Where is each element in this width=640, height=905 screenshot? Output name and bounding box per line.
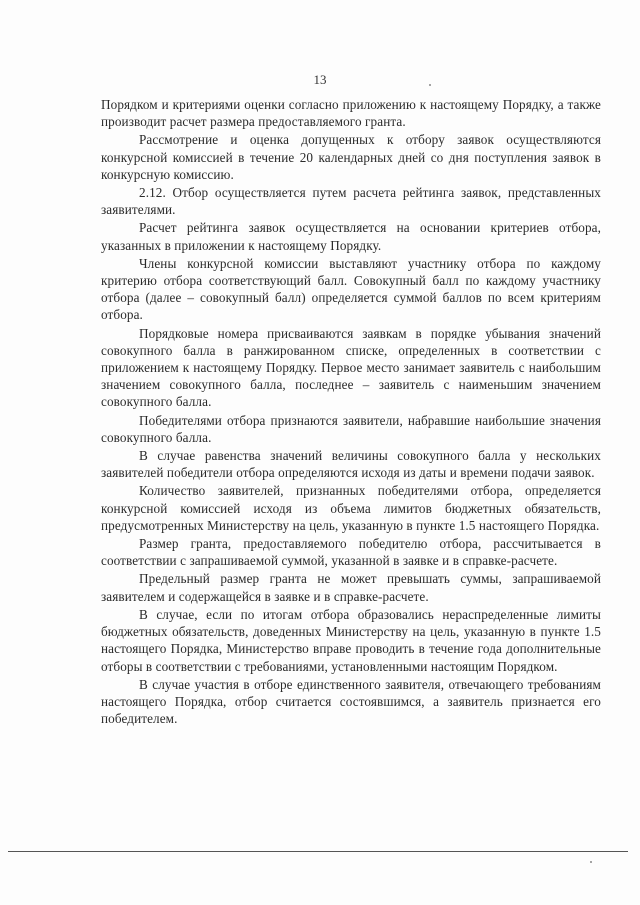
paragraph: В случае, если по итогам отбора образовались нераспределенные лимиты бюджетных обязательств, доведенных Министерству на цель, указанную в пункте 1.5 настоящего Порядка, Министерство вправе проводить в течение года дополнительные отборы в соответствии с требованиями, установленными настоящим Порядком. bbox=[101, 606, 601, 674]
scan-speck bbox=[429, 84, 431, 86]
paragraph: Рассмотрение и оценка допущенных к отбору заявок осуществляются конкурсной комиссией в течение 20 календарных дней со дня поступления заявок в конкурсную комиссию. bbox=[101, 132, 601, 182]
paragraph: Члены конкурсной комиссии выставляют участнику отбора по каждому критерию отбора соответствующий балл. Совокупный балл по каждому участнику отбора (далее – совокупный балл) определяется суммой баллов по всем критериям отбора. bbox=[101, 255, 601, 323]
paragraph: Расчет рейтинга заявок осуществляется на основании критериев отбора, указанных в приложении к настоящему Порядку. bbox=[101, 220, 601, 253]
document-body bbox=[101, 96, 601, 728]
page-number: 13 bbox=[313, 72, 327, 87]
paragraph: Победителями отбора признаются заявители, набравшие наибольшие значения совокупного балла. bbox=[101, 412, 601, 445]
paragraph: Количество заявителей, признанных победителями отбора, определяется конкурсной комиссией исходя из объема лимитов бюджетных обязательств, предусмотренных Министерству на цель, указанную в пункте 1.5 настоящего Порядка. bbox=[101, 483, 601, 533]
scan-edge-line bbox=[8, 851, 628, 852]
scan-speck bbox=[590, 861, 592, 863]
paragraph: В случае равенства значений величины совокупного балла у нескольких заявителей победители отбора определяются исходя из даты и времени подачи заявок. bbox=[101, 448, 601, 481]
paragraph: Размер гранта, предоставляемого победителю отбора, рассчитывается в соответствии с запрашиваемой суммой, указанной в заявке и в справке-расчете. bbox=[101, 536, 601, 569]
paragraph-section-2-12: 2.12. Отбор осуществляется путем расчета рейтинга заявок, представленных заявителями. bbox=[101, 185, 601, 218]
paragraph: В случае участия в отборе единственного заявителя, отвечающего требованиям настоящего Порядка, отбор считается состоявшимся, а заявитель признается его победителем. bbox=[101, 676, 601, 727]
paragraph: Предельный размер гранта не может превышать суммы, запрашиваемой заявителем и содержащейся в заявке и в справке-расчете. bbox=[101, 571, 601, 604]
paragraph-continuation: Порядком и критериями оценки согласно приложению к настоящему Порядку, а также производит расчет размера предоставляемого гранта. bbox=[101, 97, 601, 130]
paragraph: Порядковые номера присваиваются заявкам в порядке убывания значений совокупного балла в ранжированном списке, определенных в соответствии с приложением к настоящему Порядку. Первое место занимает заявитель с наибольшим значением совокупного балла, последнее – заявитель с наименьшим значением совокупного балла. bbox=[101, 325, 601, 410]
